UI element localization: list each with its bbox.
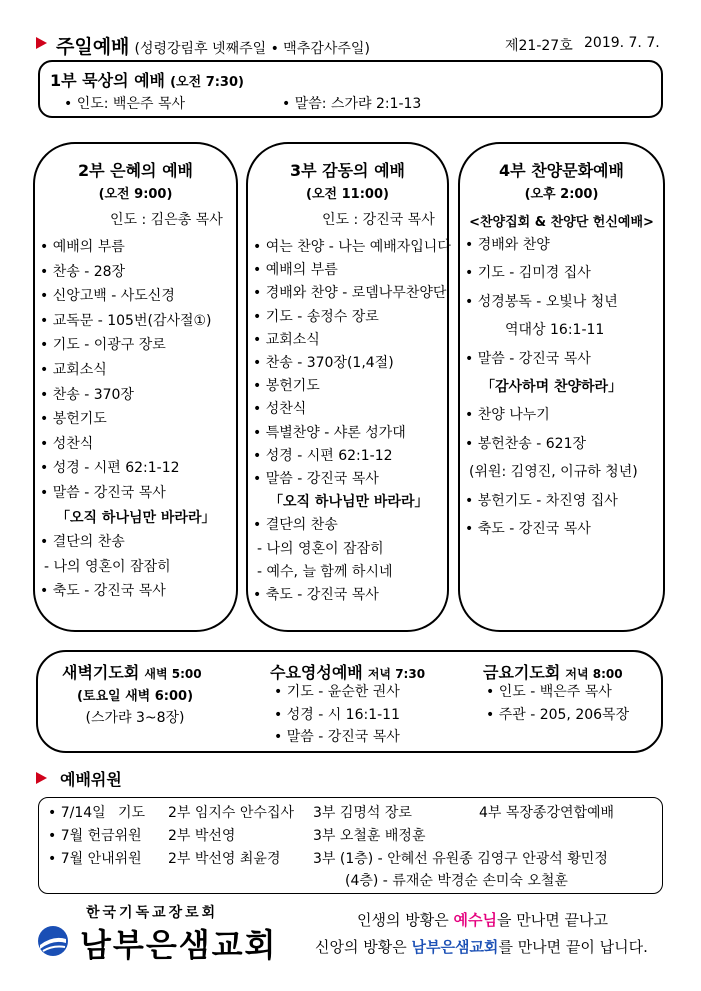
order-item: • 주관 - 205, 206목장 xyxy=(486,706,630,723)
committee-cell: 2부 박선영 최윤경 xyxy=(168,851,281,867)
order-item: • 인도 - 백은주 목사 xyxy=(486,684,612,700)
issue-date: 2019. 7. 7. xyxy=(584,35,660,51)
committee-cell: • 7월 안내위원 xyxy=(48,851,142,867)
service1-time: (오전 7:30) xyxy=(170,75,244,90)
order-item: • 봉헌기도 xyxy=(253,378,320,395)
motto-2-pre: 신앙의 방황은 xyxy=(315,938,412,956)
order-item: (위원: 김영진, 이규하 청년) xyxy=(469,464,638,481)
wednesday-heading xyxy=(270,660,425,683)
service1-leader: • 인도: 백은주 목사 xyxy=(64,96,185,112)
wednesday-title: 수요영성예배 xyxy=(270,663,363,682)
service2-title: 2부 은혜의 예배 xyxy=(77,161,193,180)
committee-cell: • 7/14일 xyxy=(48,805,106,821)
order-item: • 경배와 찬양 xyxy=(465,237,550,253)
friday-heading xyxy=(483,660,623,683)
order-item: • 봉헌기도 xyxy=(40,411,107,428)
committee-cell: 3부 오철훈 배정훈 xyxy=(313,828,426,844)
motto-1-highlight: 예수님 xyxy=(453,911,497,929)
order-item: • 기도 - 이광구 장로 xyxy=(40,337,166,354)
service2-leader: 인도 : 김은총 목사 xyxy=(110,212,223,228)
denomination-name: 한국기독교장로회 xyxy=(86,905,219,921)
dawn-text: (스가랴 3~8장) xyxy=(85,710,185,726)
service4-title: 4부 찬양문화예배 xyxy=(499,161,624,180)
order-item: • 교회소식 xyxy=(253,331,320,348)
order-item: - 나의 영혼이 잠잠히 xyxy=(44,558,171,575)
order-item: • 성찬식 xyxy=(40,435,94,452)
committee-cell: 기도 xyxy=(118,805,146,821)
issue-number: 제21-27호 xyxy=(505,38,573,54)
order-item: • 말씀 - 강진국 목사 xyxy=(465,350,591,367)
order-item: 「감사하며 찬양하라」 xyxy=(481,379,623,395)
committee-extra: (4층) - 류재순 박경순 손미숙 오철훈 xyxy=(345,873,568,889)
motto-1-post: 을 만나면 끝나고 xyxy=(496,911,608,929)
church-name: 남부은샘교회 xyxy=(80,926,278,964)
service3-title: 3부 감동의 예배 xyxy=(289,161,405,180)
motto-2-highlight: 남부은샘교회 xyxy=(411,938,499,956)
order-item: - 나의 영혼이 잠잠히 xyxy=(257,540,384,557)
committee-cell: • 7월 헌금위원 xyxy=(48,828,142,844)
order-item: • 특별찬양 - 샤론 성가대 xyxy=(253,424,406,441)
friday-time: 저녁 8:00 xyxy=(565,667,623,681)
dawn-time: 새벽 5:00 xyxy=(144,667,202,681)
service4-subtitle: <찬양집회 & 찬양단 헌신예배> xyxy=(469,215,654,230)
order-item: 「오직 하나님만 바라라」 xyxy=(56,509,216,526)
committee-arrow-icon xyxy=(36,772,47,784)
service3-leader: 인도 : 강진국 목사 xyxy=(322,212,435,228)
dawn-saturday: (토요일 새벽 6:00) xyxy=(76,689,194,704)
order-item: • 기도 - 김미경 집사 xyxy=(465,265,591,282)
order-item: • 찬송 - 370장(1,4절) xyxy=(253,355,394,371)
order-item: 「오직 하나님만 바라라」 xyxy=(269,494,429,511)
header-title-row xyxy=(56,32,370,59)
header-arrow-icon xyxy=(36,37,47,49)
motto-line-2 xyxy=(315,936,648,957)
order-item: • 봉헌기도 - 차진영 집사 xyxy=(465,492,618,509)
order-item: • 성경봉독 - 오빛나 청년 xyxy=(465,293,618,310)
wednesday-time: 저녁 7:30 xyxy=(367,667,426,681)
dawn-title: 새벽기도회 xyxy=(62,663,140,682)
committee-title: 예배위원 xyxy=(60,770,122,789)
order-item: • 기도 - 윤순한 권사 xyxy=(274,684,400,700)
order-item: • 찬양 나누기 xyxy=(465,407,550,424)
order-item: • 성경 - 시편 62:1-12 xyxy=(40,460,180,477)
order-item: • 결단의 찬송 xyxy=(253,517,338,534)
order-item: • 찬송 - 370장 xyxy=(40,386,134,403)
order-item: • 성찬식 xyxy=(253,401,307,418)
service1-title: 1부 묵상의 예배 xyxy=(50,71,166,90)
order-item: • 성경 - 시편 62:1-12 xyxy=(253,447,393,464)
service1-sermon: • 말씀: 스가랴 2:1-13 xyxy=(282,96,422,112)
order-item: • 신앙고백 - 사도신경 xyxy=(40,288,175,305)
order-item: - 예수, 늘 함께 하시네 xyxy=(257,563,393,580)
dawn-heading xyxy=(62,660,202,683)
page-subtitle: (성령강림후 넷째주일 • 맥추감사주일) xyxy=(134,41,370,57)
order-item: • 축도 - 강진국 목사 xyxy=(40,583,166,600)
committee-cell: 4부 목장종강연합예배 xyxy=(479,805,615,821)
page-title: 주일예배 xyxy=(56,36,130,58)
order-item: • 봉헌찬송 - 621장 xyxy=(465,435,587,452)
committee-cell: 2부 박선영 xyxy=(168,828,236,844)
order-item: • 축도 - 강진국 목사 xyxy=(253,587,379,603)
motto-line-1 xyxy=(357,909,608,930)
committee-cell: 3부 (1층) - 안혜선 유원종 김영구 안광석 황민정 xyxy=(313,851,608,867)
order-item: 역대상 16:1-11 xyxy=(505,322,605,339)
motto-1-pre: 인생의 방황은 xyxy=(357,911,454,929)
order-item: • 결단의 찬송 xyxy=(40,534,125,551)
church-logo-icon xyxy=(37,925,69,961)
motto-2-post: 를 만나면 끝이 납니다. xyxy=(498,938,648,956)
committee-cell: 2부 임지수 안수집사 xyxy=(168,805,294,821)
order-item: • 경배와 찬양 - 로뎀나무찬양단 xyxy=(253,285,447,302)
order-item: • 말씀 - 강진국 목사 xyxy=(274,729,400,745)
service2-time: (오전 9:00) xyxy=(98,187,173,202)
committee-cell: 3부 김명석 장로 xyxy=(313,805,412,821)
order-item: • 기도 - 송정수 장로 xyxy=(253,308,379,325)
order-item: • 교독문 - 105번(감사절①) xyxy=(40,312,212,329)
order-item: • 여는 찬양 - 나는 예배자입니다 xyxy=(253,239,451,255)
order-item: • 찬송 - 28장 xyxy=(40,263,126,280)
order-item: • 말씀 - 강진국 목사 xyxy=(40,485,166,501)
friday-title: 금요기도회 xyxy=(483,663,561,682)
service1-heading xyxy=(50,68,244,91)
order-item: • 축도 - 강진국 목사 xyxy=(465,521,591,537)
service3-time: (오전 11:00) xyxy=(306,187,389,202)
order-item: • 예배의 부름 xyxy=(40,239,125,255)
order-item: • 말씀 - 강진국 목사 xyxy=(253,471,379,487)
order-item: • 예배의 부름 xyxy=(253,262,338,279)
order-item: • 교회소식 xyxy=(40,362,107,378)
service4-time: (오후 2:00) xyxy=(524,187,599,202)
order-item: • 성경 - 시 16:1-11 xyxy=(274,706,400,723)
